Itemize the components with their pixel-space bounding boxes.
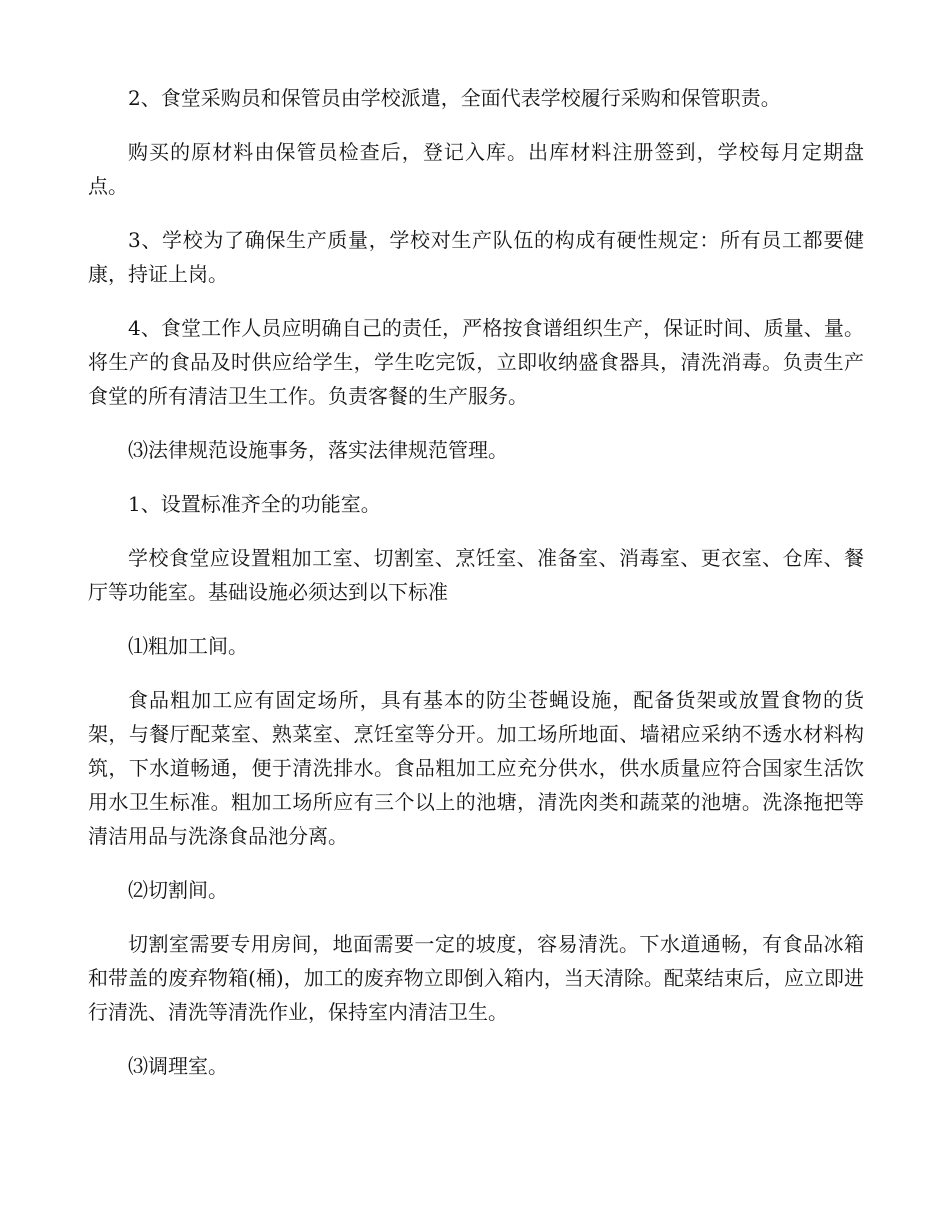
paragraph-6: 1、设置标准齐全的功能室。 (128, 492, 381, 516)
paragraph-9: 食品粗加工应有固定场所，具有基本的防尘苍蝇设施，配备货架或放置食物的货架，与餐厅配菜室、熟菜室、烹饪室等分开。加工场所地面、墙裙应采纳不透水材料构筑，下水道畅通，便于清洗排水。食品粗加工应充分供水，供水质量应符合国家生活饮用水卫生标准。粗加工场所应有三个以上的池塘，清洗肉类和蔬菜的池塘。洗涤拖把等清洁用品与洗涤食品池分离。 (88, 688, 864, 848)
paragraph-11: 切割室需要专用房间，地面需要一定的坡度，容易清洗。下水道通畅，有食品冰箱和带盖的废弃物箱(桶)，加工的废弃物立即倒入箱内，当天清除。配菜结束后，应立即进行清洗、清洗等清洗作业，保持室内清洁卫生。 (88, 932, 864, 1024)
subheading-rough-processing-room: ⑴粗加工间。 (128, 634, 248, 658)
paragraph-4: 4、食堂工作人员应明确自己的责任，严格按食谱组织生产，保证时间、质量、量。将生产的食品及时供应给学生，学生吃完饭，立即收纳盛食器具，清洗消毒。负责生产食堂的所有清洁卫生工作。负责客餐的生产服务。 (88, 316, 864, 408)
paragraph-3: 3、学校为了确保生产质量，学校对生产队伍的构成有硬性规定：所有员工都要健康，持证上岗。 (88, 228, 864, 286)
section-heading-legal-facilities: ⑶法律规范设施事务，落实法律规范管理。 (128, 438, 508, 462)
paragraph-7: 学校食堂应设置粗加工室、切割室、烹饪室、准备室、消毒室、更衣室、仓库、餐厅等功能室。基础设施必须达到以下标准 (88, 546, 864, 604)
paragraph-1: 2、食堂采购员和保管员由学校派遣，全面代表学校履行采购和保管职责。 (128, 86, 781, 110)
subheading-conditioning-room: ⑶调理室。 (128, 1054, 228, 1078)
paragraph-2: 购买的原材料由保管员检查后，登记入库。出库材料注册签到，学校每月定期盘点。 (88, 140, 864, 198)
subheading-cutting-room: ⑵切割间。 (128, 878, 228, 902)
